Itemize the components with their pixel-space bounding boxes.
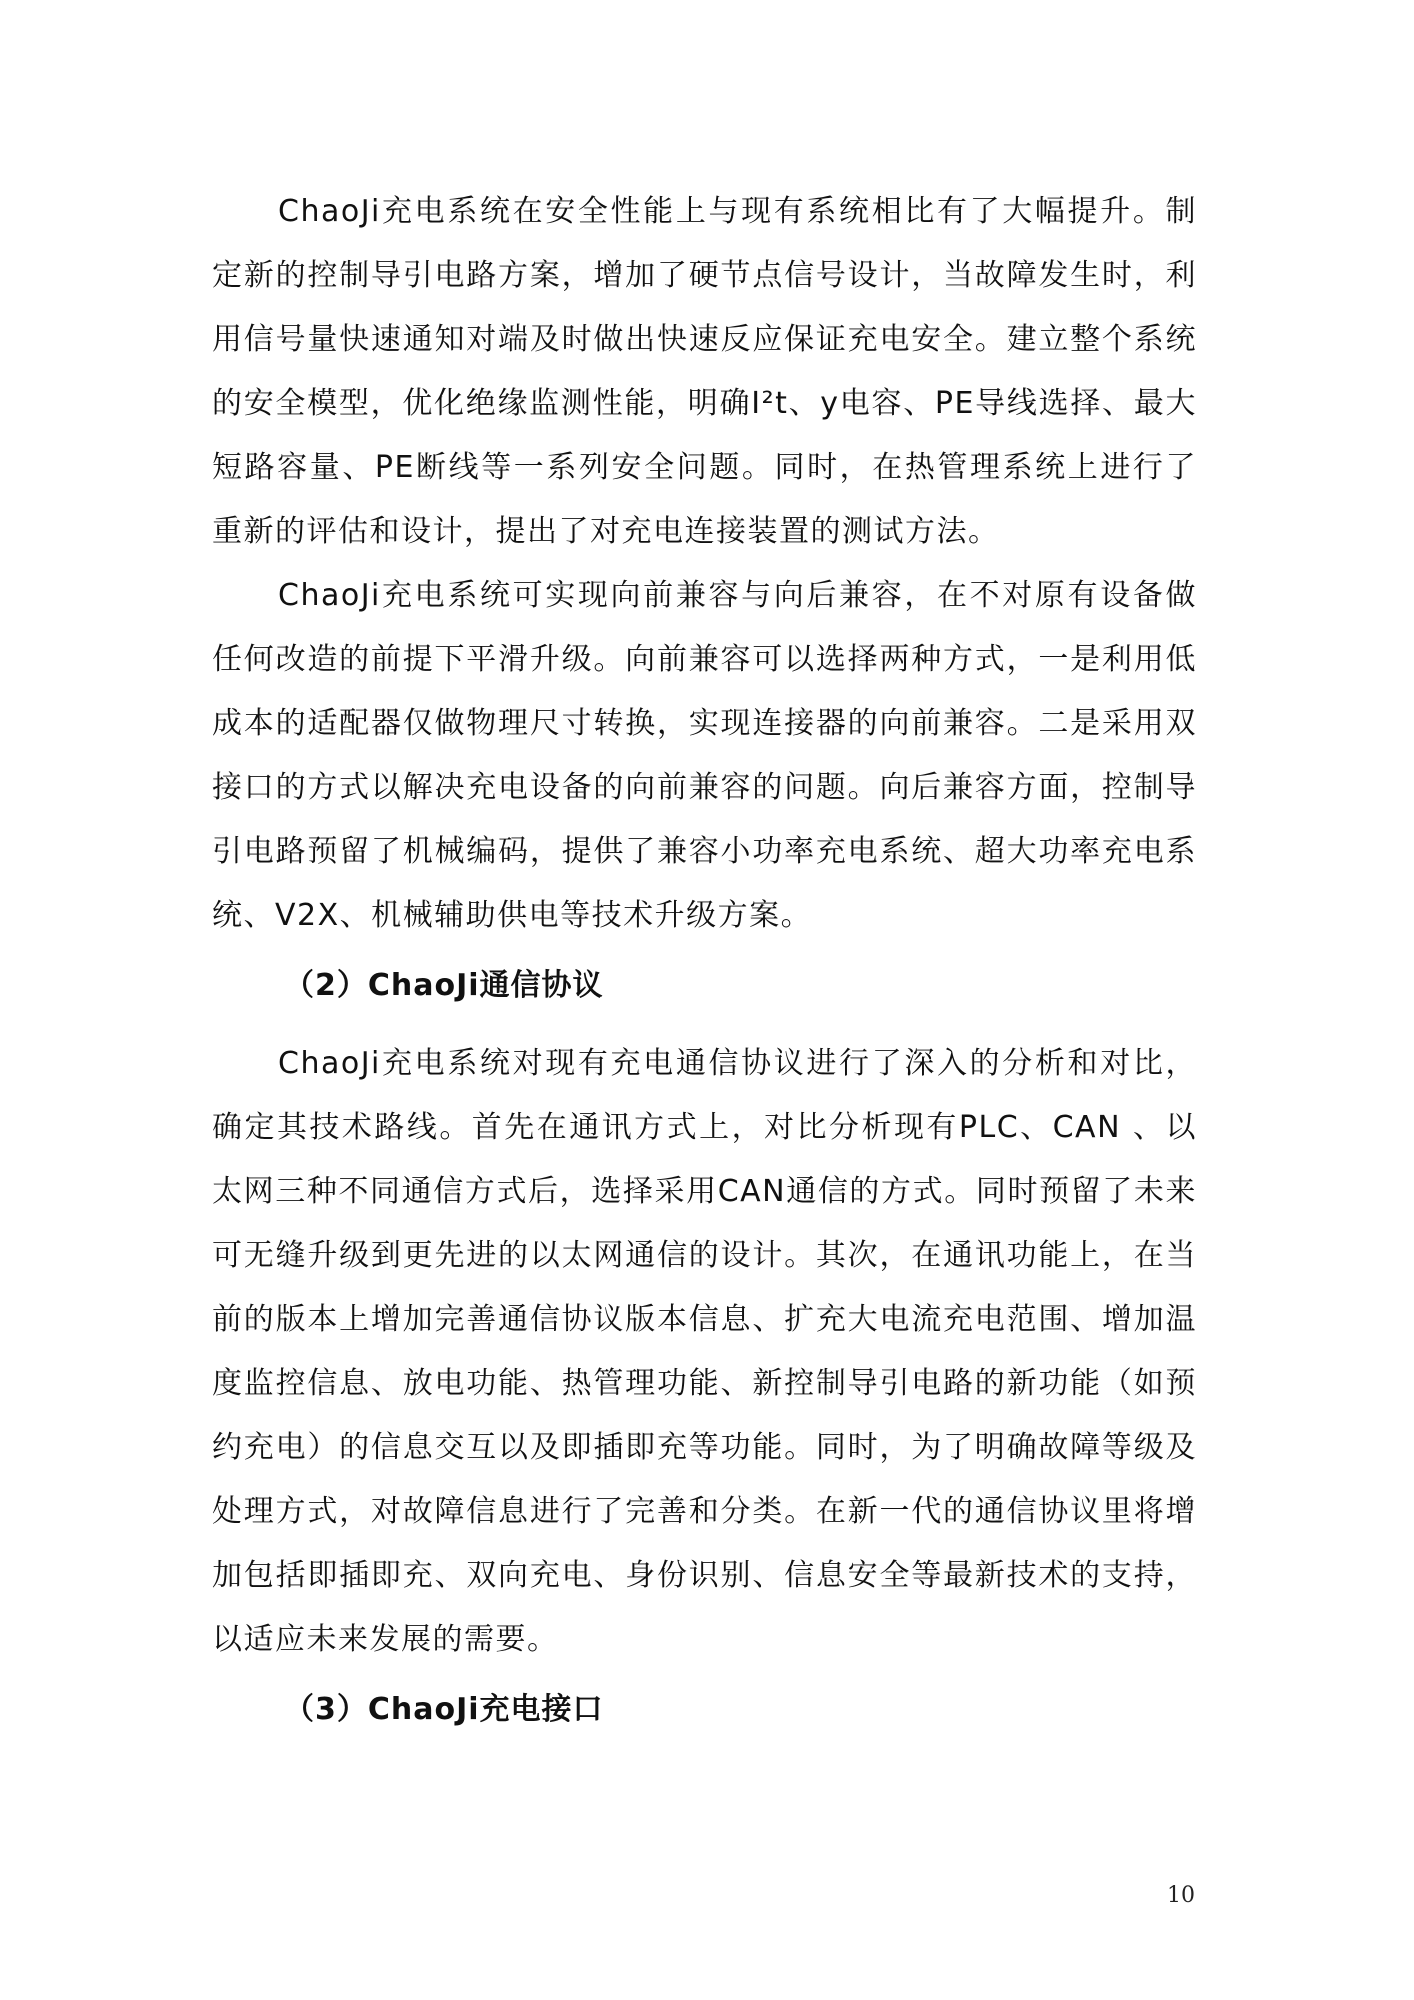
paragraph-communication-protocol: ChaoJi充电系统对现有充电通信协议进行了深入的分析和对比，确定其技术路线。首先在通讯方式上，对比分析现有PLC、CAN 、以太网三种不同通信方式后，选择采用CAN通信的方式。同时预留了未来可无缝升级到更先进的以太网通信的设计。其次，在通讯功能上，在当前的版本上增加完善通信协议版本信息、扩充大电流充电范围、增加温度监控信息、放电功能、热管理功能、新控制导引电路的新功能（如预约充电）的信息交互以及即插即充等功能。同时，为了明确故障等级及处理方式，对故障信息进行了完善和分类。在新一代的通信协议里将增加包括即插即充、双向充电、身份识别、信息安全等最新技术的支持，以适应未来发展的需要。 <box>212 1046 1197 1657</box>
paragraph-safety-performance: ChaoJi充电系统在安全性能上与现有系统相比有了大幅提升。制定新的控制导引电路方案，增加了硬节点信号设计，当故障发生时，利用信号量快速通知对端及时做出快速反应保证充电安全。建立整个系统的安全模型，优化绝缘监测性能，明确I²t、y电容、PE导线选择、最大短路容量、PE断线等一系列安全问题。同时，在热管理系统上进行了重新的评估和设计，提出了对充电连接装置的测试方法。 <box>212 194 1197 549</box>
section-heading-charging-interface: （3）ChaoJi充电接口 <box>284 1692 604 1727</box>
paragraph-compatibility: ChaoJi充电系统可实现向前兼容与向后兼容，在不对原有设备做任何改造的前提下平滑升级。向前兼容可以选择两种方式，一是利用低成本的适配器仅做物理尺寸转换，实现连接器的向前兼容。二是采用双接口的方式以解决充电设备的向前兼容的问题。向后兼容方面，控制导引电路预留了机械编码，提供了兼容小功率充电系统、超大功率充电系统、V2X、机械辅助供电等技术升级方案。 <box>212 578 1197 933</box>
page-number: 10 <box>1167 1883 1195 1908</box>
section-heading-communication-protocol: （2）ChaoJi通信协议 <box>284 968 604 1003</box>
page-body <box>212 180 1197 1756</box>
